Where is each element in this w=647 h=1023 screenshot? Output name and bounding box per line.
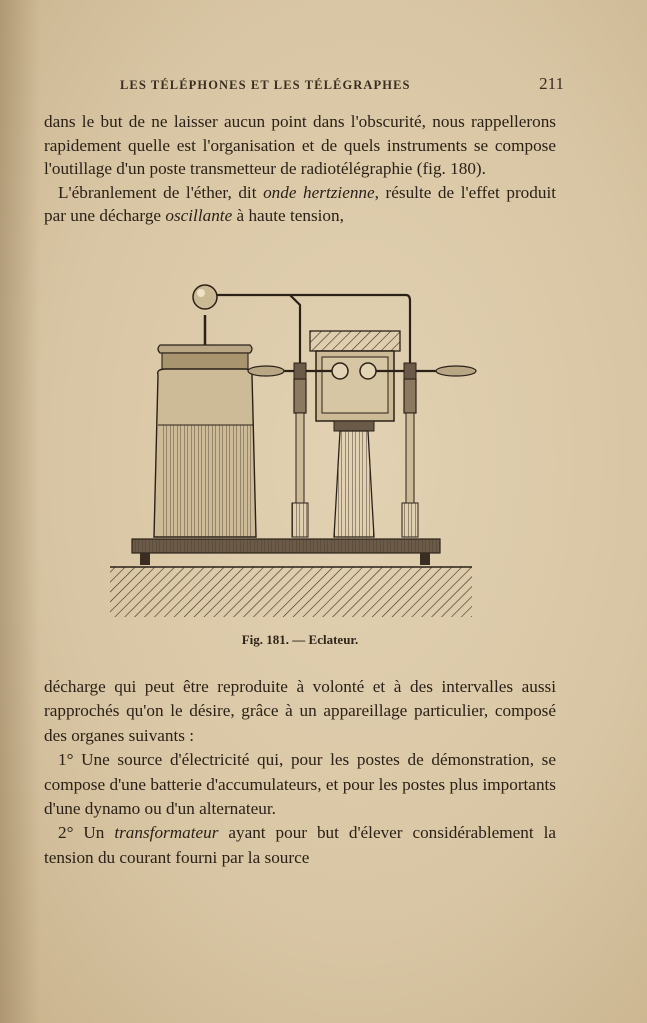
support-post-left xyxy=(292,363,308,537)
paragraph-2-text-c: à haute tension, xyxy=(232,206,344,226)
figure-eclateur xyxy=(100,275,480,625)
support-post-right xyxy=(402,363,418,537)
paragraph-5-text-a: 2° Un xyxy=(58,823,115,843)
paragraph-1: dans le but de ne laisser aucun point dans l'obscurité, nous rappellerons rapidement quelle est l'organisation et de quels instruments se compose l'outillage d'un poste transmetteur de radiotélégraphie (fig. 180). xyxy=(44,112,556,179)
running-title: LES TÉLÉPHONES ET LES TÉLÉGRAPHES xyxy=(120,78,411,92)
paragraph-5 xyxy=(44,821,556,870)
insulating-handle-right xyxy=(436,366,476,376)
body-text-bottom xyxy=(44,675,556,870)
running-header xyxy=(120,74,564,94)
spark-ball-left xyxy=(332,363,348,379)
insulating-handle-left xyxy=(248,366,284,376)
page-gutter-shadow xyxy=(0,0,40,1023)
jar-knob xyxy=(193,285,217,309)
term-oscillante: oscillante xyxy=(165,206,233,226)
eclateur-illustration xyxy=(100,275,480,625)
ground-hatching xyxy=(110,567,472,617)
term-transformateur: transformateur xyxy=(114,823,219,843)
spark-gap-frame xyxy=(310,331,400,537)
paragraph-2-text-a: L'ébranlement de l'éther, dit xyxy=(58,182,264,202)
spark-ball-right xyxy=(360,363,376,379)
paragraph-2-text-b: , résulte de l'effet produit par une décharge xyxy=(44,182,556,226)
term-onde-hertzienne: onde hertzienne xyxy=(263,182,375,202)
body-text-top xyxy=(44,110,556,228)
paragraph-2 xyxy=(44,181,556,228)
paragraph-5-text-b: ayant pour but d'élever considérablement la tension du courant fourni par la source xyxy=(44,823,556,867)
paragraph-3: décharge qui peut être reproduite à volonté et à des intervalles aussi rapprochés qu'on le désire, grâce à un appareillage particulier, composé des organes suivants : xyxy=(44,677,556,745)
paragraph-4: 1° Une source d'électricité qui, pour les postes de démonstration, se compose d'une batterie d'accumulateurs, et pour les postes plus importants d'une dynamo ou d'un alternateur. xyxy=(44,750,556,819)
figure-caption: Fig. 181. — Eclateur. xyxy=(241,632,359,647)
leyden-jar xyxy=(154,285,256,537)
page-number: 211 xyxy=(539,74,564,93)
